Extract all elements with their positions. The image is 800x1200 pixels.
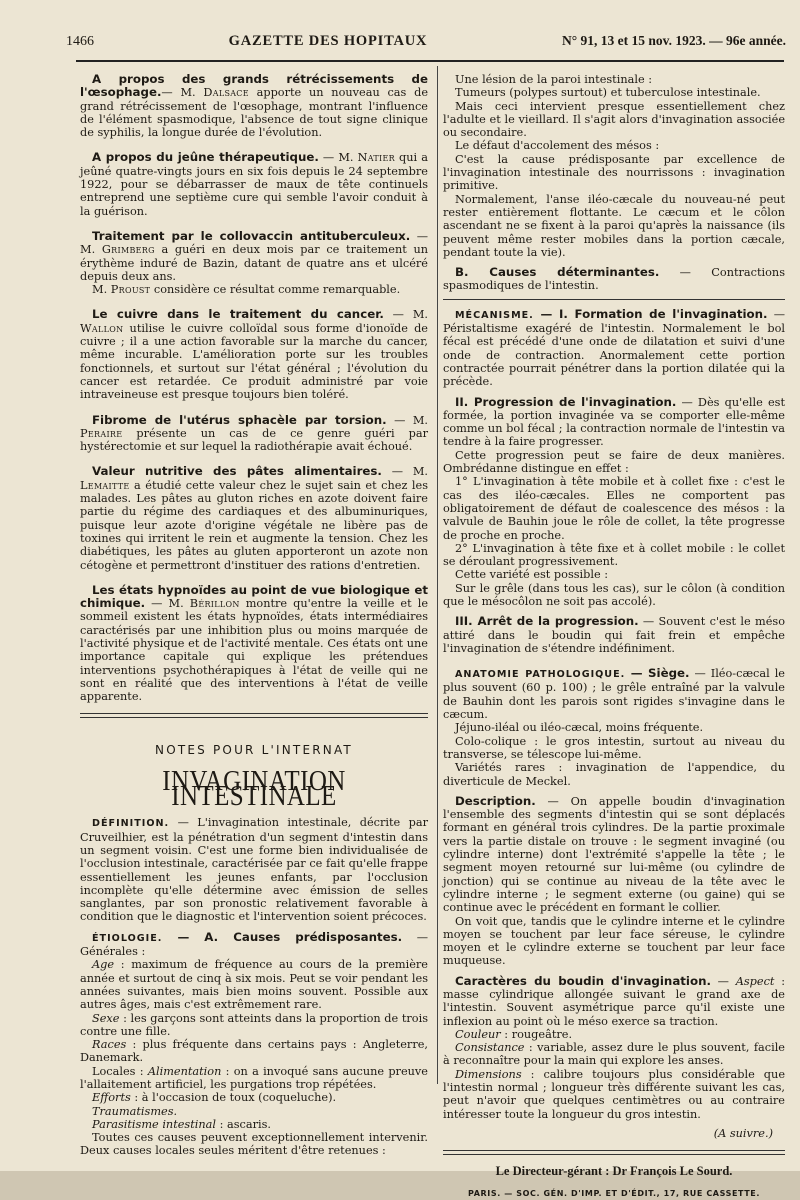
variete-possible: Cette variété est possible : [455,568,609,582]
report-collovaccin-comment: M. Proust considère ce résultat comme remarquable. [92,283,401,297]
page-header [66,34,786,54]
description-paragraph: Description. — On appelle boudin d'invagination l'ensemble des segments d'intestin qui se sont déplacés formant en général trois cylindres. De la partie proximale vers la partie distale on trouve : le segment invaginé (ou cylindre interne) dont l'extrémité s'appelle la tête ; le segment moyen retourné sur lui-même (ou cylindre de jonction) qui se continue au niveau de la tête avec le cylindre interne ; le segment externe (ou gaine) qui se continue avec le précédent en formant le collier. [443,793,785,915]
anatomie-jejuno: Jéjuno-iléal ou iléo-cæcal, moins fréquente. [455,721,704,735]
progression-manieres: Cette progression peut se faire de deux manières. Ombrédanne distingue en effet : [443,448,785,476]
caracteres-couleur: Couleur : rougeâtre. [455,1027,573,1041]
anse-paragraph: Normalement, l'anse iléo-cæcale du nouveau-né peut rester entièrement flottante. Le cæcum et le côlon ascendant ne se fixent à la paroi qu'après la naissance (ils peuvent même rester mobiles dans la portion cæcale, pendant toute la vie). [443,192,785,259]
report-collovaccin: Traitement par le collovaccin antituberculeux. — M. Grimberg a guéri en deux mois par ce traitement un érythème induré de Bazin, datant de quatre ans et ulcéré depuis deux ans. [80,228,429,283]
left-column [80,73,428,1158]
arret-paragraph: III. Arrêt de la progression. — Souvent c'est le méso attiré dans le boudin qui fait frein et empêche l'invagination de s'étendre indéfiniment. [443,614,785,655]
report-pates: Valeur nutritive des pâtes alimentaires. — M. Lemaitte a étudié cette valeur chez le sujet sain et chez les malades. Les pâtes au gluton riches en azote doivent faire partie du régime des cardiaques et des albuminuriques, puisque leur azote d'origine végétale ne libère pas de toxines qui irritent le rein et augmente la tension. Chez les diabétiques, les pâtes au gluten apporteront un azote non cétogène et permettront d'instituer des rations d'entretien. [80,464,428,572]
section-rule [443,299,785,300]
page-number: 1466 [66,34,94,49]
tumeurs-paragraph: Tumeurs (polypes surtout) et tuberculose intestinale. [455,86,761,100]
caracteres-consistance: Consistance : variable, assez dure le plus souvent, facile à reconnaître pour la main qui explore les anses. [443,1041,785,1068]
section-rule [80,713,428,718]
etiologie-locales: Locales : Alimentation : on a invoqué sans aucune preuve l'allaitement artificiel, les purgations trop répétées. [80,1064,428,1091]
etiologie-heading: ÉTIOLOGIE. — A. Causes prédisposantes. — Générales : [80,929,428,959]
progression-paragraph: II. Progression de l'invagination. — Dès qu'elle est formée, la portion invaginée va se comporter elle-même comme un bol fécal ; la contraction normale de l'intestin va tendre à la faire progresser. [443,394,785,449]
etiologie-parasitisme: Parasitisme intestinal : ascaris. [92,1117,271,1131]
progression-tete-fixe: 2° L'invagination à tête fixe et à collet mobile : le collet se déroulant progressivement. [443,541,785,569]
etiologie-efforts: Efforts : à l'occasion de toux (coqueluche). [92,1091,337,1105]
caracteres-paragraph: Caractères du boudin d'invagination. — Aspect : masse cylindrique allongée suivant le grand axe de l'intestin. Souvent asymétrique parce qu'il existe une inflexion au point où le méso exerce sa traction. [443,973,786,1028]
footer-rule [443,1150,785,1155]
article-title: INVAGINATION INTESTINALE [162,765,346,813]
defaut-paragraph: Le défaut d'accolement des mésos : [455,139,660,153]
report-hypnoides: Les états hypnoïdes au point de vue biologique et chimique. — M. Bérillon montre qu'entre la veille et le sommeil existent les états hypnoïdes, états intermédiaires caractérisés par une inhibition plus ou moins marquée de l'activité physique et de l'activité mentale. Ces états ont une importance capitale qui explique les prétendues interventions psychothérapiques à l'état de veille qui ne sont en réalité que des interventions à l'état de veille apparente. [80,582,429,704]
description-cylindres: On voit que, tandis que le cylindre interne et le cylindre moyen se touchent par leur face séreuse, le cylindre moyen et le cylindre externe se touchent par leur face muqueuse. [443,914,785,968]
etiologie-age: Age : maximum de fréquence au cours de la première année et surtout de cinq à six mois. Peut se voir pendant les années suivantes, mais bien moins souvent. Possible aux autres âges, mais c'est extrêmement rare. [80,958,428,1012]
variete-grele: Sur le grêle (dans tous les cas), sur le côlon (à condition que le mésocôlon ne soit pas accolé). [443,581,785,608]
causes-determinantes: B. Causes déterminantes. — Contractions spasmodiques de l'intestin. [443,265,785,293]
journal-title: GAZETTE DES HOPITAUX [228,33,428,49]
anatomie-rares: Variétés rares : invagination de l'appendice, du diverticule de Meckel. [443,761,785,788]
right-column [443,73,785,1200]
progression-tete-mobile: 1° L'invagination à tête mobile et à collet fixe : c'est le cas des iléo-cæcales. Elles ne comportent pas obligatoirement de défaut de coalescence des mésos : la valvule de Bauhin joue le rôle de collet, la tête progresse de proche en proche. [443,475,785,542]
anatomie-paragraph: ANATOMIE PATHOLOGIQUE. — Siège. — Iléo-cæcal le plus souvent (60 p. 100) ; le grêle entraîné par la valvule de Bauhin dont les parois sont rigides s'invagine dans le cæcum. [443,666,785,722]
definition-paragraph: DÉFINITION. — L'invagination intestinale, décrite par Cruveilhier, est la pénétration d'un segment d'intestin dans un segment voisin. C'est une forme bien individualisée de l'occlusion intestinale, caractérisée par ce fait qu'elle frappe essentiellement les jeunes enfants, par l'occlusion incomplète qu'elle détermine avec émission de selles sanglantes, par son pronostic relativement favorable à condition que le diagnostic et l'intervention soient précoces. [80,816,428,924]
adulte-paragraph: Mais ceci intervient presque essentiellement chez l'adulte et le vieillard. Il s'agit alors d'invagination associée ou secondaire. [443,99,785,140]
etiologie-conclusion: Toutes ces causes peuvent exceptionnellement intervenir. Deux causes locales seules méritent d'être retenues : [80,1131,428,1158]
nourrissons-paragraph: C'est la cause prédisposante par excellence de l'invagination intestinale des nourrissons : invagination primitive. [443,152,785,193]
caracteres-dimensions: Dimensions : calibre toujours plus considérable que l'intestin normal ; longueur très différente suivant les cas, peut n'avoir que quelques centimètres ou au contraire intéresser toute la longueur du gros intestin. [443,1067,785,1121]
issue-info: N° 91, 13 et 15 nov. 1923. — 96e année. [561,33,786,48]
section-header: NOTES POUR L'INTERNAT [155,743,353,758]
director-line: Le Directeur-gérant : Dr François Le Sourd. [495,1164,733,1179]
column-divider [437,66,438,1084]
header-rule [76,60,784,62]
etiologie-races: Races : plus fréquente dans certains pays : Angleterre, Danemark. [80,1038,428,1065]
etiologie-traumatismes: Traumatismes. [92,1104,178,1118]
etiologie-sexe: Sexe : les garçons sont atteints dans la proportion de trois contre une fille. [80,1011,428,1038]
to-be-continued: (A suivre.) [713,1126,773,1140]
anatomie-colo: Colo-colique : le gros intestin, surtout au niveau du transverse, se télescope lui-même. [443,734,785,761]
mecanisme-paragraph: MÉCANISME. — I. Formation de l'invagination. — Péristaltisme exagéré de l'intestin. Normalement le bol fécal est précédé d'une onde de dilatation et suivi d'une onde de contraction. Anormalement cette portion contractée pourrait pénétrer dans la portion dilatée qui la précède. [443,306,785,389]
lesion-paragraph: Une lésion de la paroi intestinale : [455,73,653,86]
report-cuivre: Le cuivre dans le traitement du cancer. — M. Wallon utilise le cuivre colloïdal sous forme d'ionoïde de cuivre ; il a une action favorable sur la marche du cancer, même incurable. L'amélioration porte sur les troubles fonctionnels, et surtout sur l'état général ; l'évolution du cancer est retardée. Ce produit administré par voie intraveineuse est presque toujours bien toléré. [80,307,429,402]
report-oesophage: A propos des grands rétrécissements de l'œsophage.— M. Dalsace apporte un nouveau cas de grand rétrécissement de l'œsophage, montrant l'influence de l'élément spasmodique, l'absence de tout signe clinique de syphilis, la longue durée de l'évolution. [80,72,429,140]
report-jeune: A propos du jeûne thérapeutique. — M. Natier qui a jeûné quatre-vingts jours en six fois depuis le 24 septembre 1922, pour se débarrasser de maux de tête continuels entreprend une septième cure qui semble l'avoir conduit à la guérison. [80,150,428,218]
printer-line: PARIS. — SOC. GÉN. D'IMP. ET D'ÉDIT., 17, RUE CASSETTE. [467,1188,761,1198]
report-fibrome: Fibrome de l'utérus sphacèle par torsion. — M. Peraire présente un cas de ce genre guéri par hystérectomie et sur lequel la radiothérapie avait échoué. [80,412,429,454]
